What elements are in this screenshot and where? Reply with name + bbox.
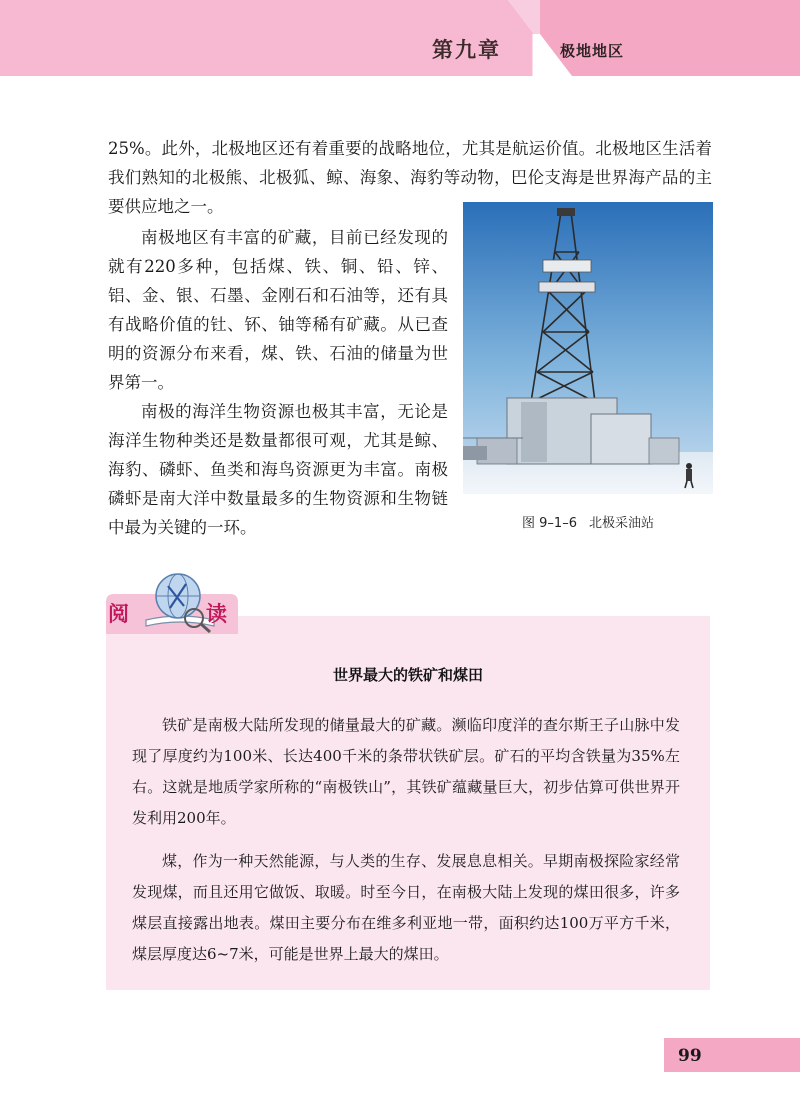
body-paragraph: 南极地区有丰富的矿藏，目前已经发现的就有220多种，包括煤、铁、铜、铅、锌、铝、金、银、石墨、金刚石和石油等，还有具有战略价值的钍、钚、铀等稀有矿藏。从已查明的资源分布来看，煤、铁、石油的储量为世界第一。 [108,228,448,392]
page-number: 99 [678,1046,702,1066]
figure-number: 图 9–1–6 [522,516,577,531]
body-paragraph: 南极的海洋生物资源也极其丰富，无论是海洋生物种类还是数量都很可观，尤其是鲸、海豹、磷虾、鱼类和海鸟资源更为丰富。南极磷虾是南大洋中数量最多的生物资源和生物链中最为关键的一环。 [108,402,448,537]
reading-paragraph: 铁矿是南极大陆所发现的储量最大的矿藏。濒临印度洋的查尔斯王子山脉中发现了厚度约为100米、长达400千米的条带状铁矿层。矿石的平均含铁量为35%左右。这就是地质学家所称的“南极铁山”，其铁矿蕴藏量巨大，初步估算可供世界开发利用200年。 [132,716,680,827]
figure-caption [463,512,713,531]
oil-station-photo [463,202,713,494]
chapter-number: 第九章 [432,38,501,62]
reading-label-right: 读 [206,602,227,626]
reading-title: 世界最大的铁矿和煤田 [332,666,483,684]
body-paragraph: 25%。此外，北极地区还有着重要的战略地位，尤其是航运价值。北极地区生活着我们熟知的北极熊、北极狐、鲸、海象、海豹等动物，巴伦支海是世界海产品的主要供应地之一。 [108,139,712,216]
header-band [0,0,800,86]
chapter-title: 极地地区 [560,42,625,60]
figure-caption-text: 北极采油站 [588,516,654,531]
reading-paragraph: 煤，作为一种天然能源，与人类的生存、发展息息相关。早期南极探险家经常发现煤，而且还用它做饭、取暖。时至今日，在南极大陆上发现的煤田很多，许多煤层直接露出地表。煤田主要分布在维多利亚地一带，面积约达100万平方千米，煤层厚度达6~7米，可能是世界上最大的煤田。 [132,852,680,963]
reading-label-left: 阅 [108,602,129,626]
